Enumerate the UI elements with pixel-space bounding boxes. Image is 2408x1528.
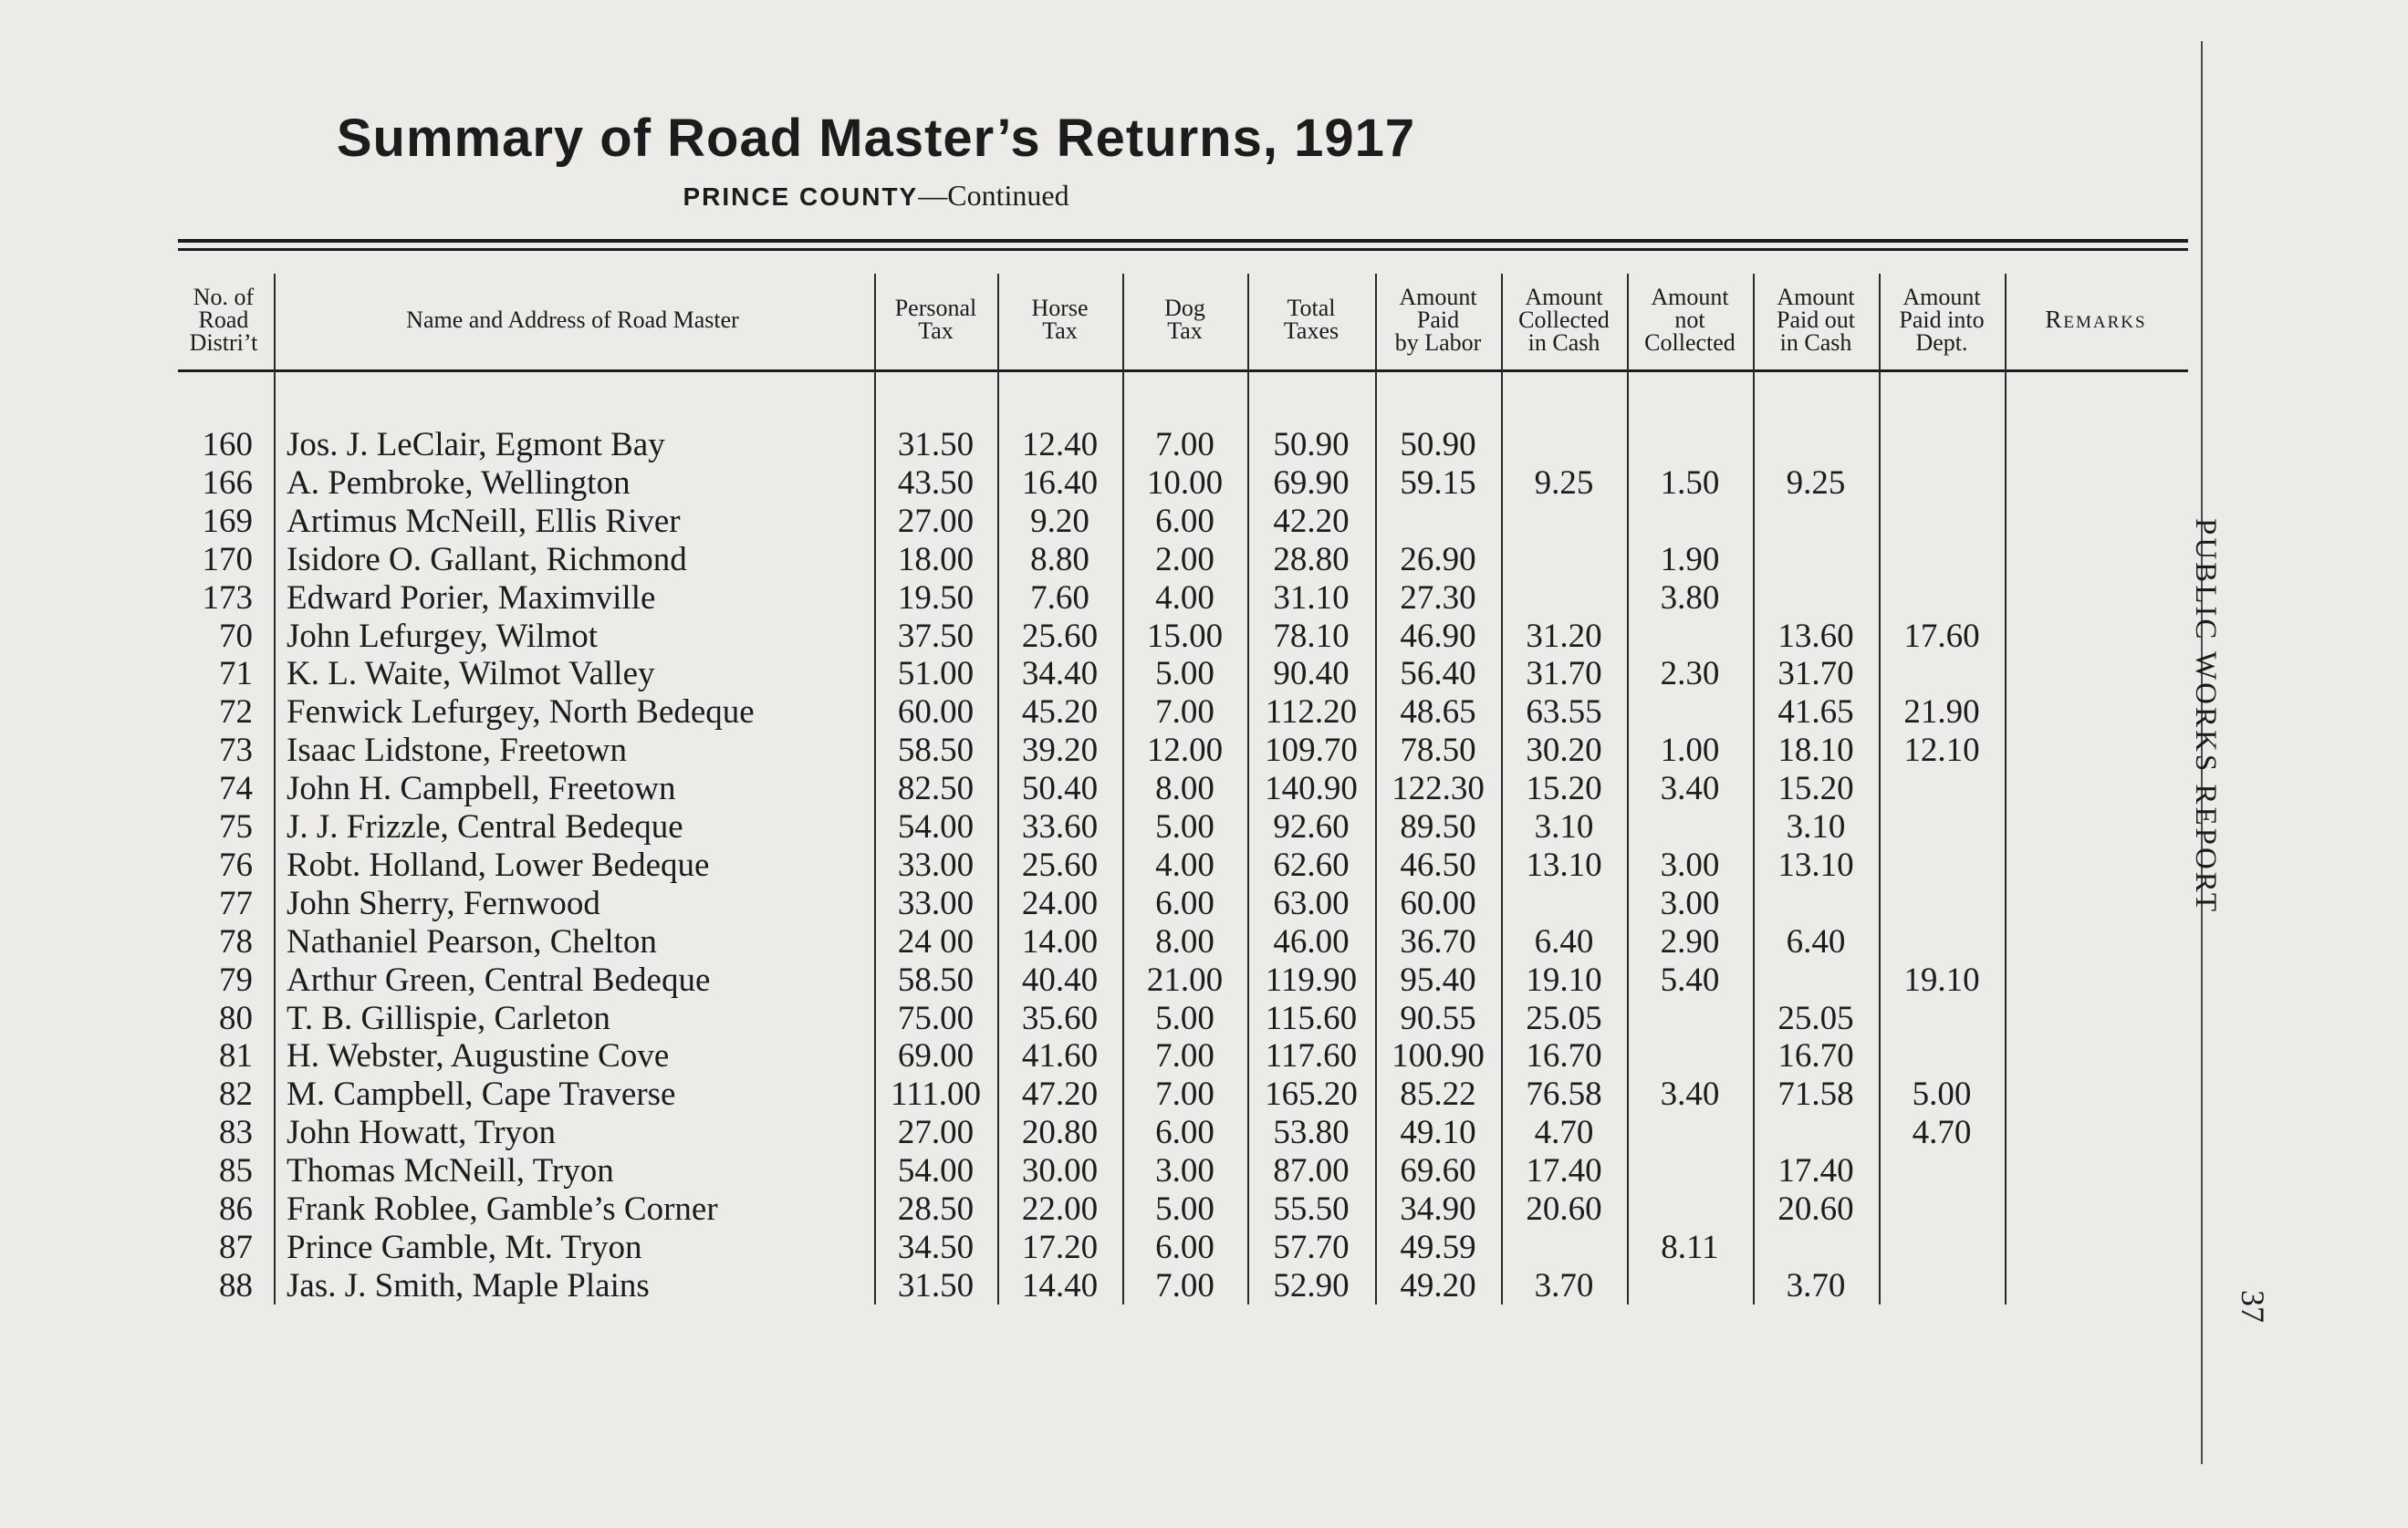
cell-personal: 75.00	[897, 999, 975, 1037]
cell-horse: 30.00	[1021, 1152, 1099, 1190]
header-rule	[178, 369, 2188, 372]
cell-personal: 111.00	[890, 1076, 981, 1114]
cell-paidout: 3.10	[1786, 808, 1846, 846]
cell-dept: 17.60	[1903, 617, 1980, 655]
cell-horse: 16.40	[1021, 463, 1099, 502]
cell-personal: 51.00	[897, 655, 975, 693]
cell-collected: 3.10	[1534, 808, 1594, 846]
cell-horse: 47.20	[1021, 1076, 1099, 1114]
cell-labor: 50.90	[1400, 426, 1476, 463]
cell-total: 57.70	[1273, 1228, 1350, 1266]
cell-notcollected: 8.11	[1661, 1228, 1719, 1266]
cell-dept: 19.10	[1903, 961, 1980, 999]
cell-district: 169	[202, 502, 253, 540]
cell-labor: 49.59	[1400, 1228, 1476, 1266]
cell-paidout: 71.58	[1777, 1076, 1854, 1114]
cell-horse: 24.00	[1021, 884, 1099, 922]
cell-dept: 21.90	[1903, 693, 1980, 732]
header-district: No. of Road Distri’t	[189, 283, 258, 356]
cell-name: Artimus McNeill, Ellis River	[287, 502, 681, 540]
header-notcollected: Amount not Collected	[1644, 283, 1736, 356]
cell-personal: 60.00	[897, 693, 975, 732]
cell-dog: 5.00	[1155, 808, 1214, 846]
cell-horse: 34.40	[1021, 655, 1099, 693]
cell-personal: 27.00	[897, 1114, 975, 1152]
cell-horse: 41.60	[1021, 1037, 1099, 1076]
cell-district: 80	[219, 999, 253, 1037]
header-dog: Dog Tax	[1164, 295, 1205, 344]
cell-dog: 7.00	[1155, 693, 1214, 732]
cell-personal: 58.50	[897, 732, 975, 770]
cell-collected: 4.70	[1534, 1114, 1594, 1152]
side-title: PUBLIC WORKS REPORT	[2189, 518, 2222, 914]
cell-collected: 31.70	[1526, 655, 1602, 693]
cell-total: 119.90	[1265, 961, 1358, 999]
cell-total: 42.20	[1273, 502, 1350, 540]
cell-total: 50.90	[1273, 426, 1350, 463]
cell-collected: 15.20	[1526, 770, 1602, 808]
cell-district: 166	[202, 463, 253, 502]
cell-labor: 95.40	[1400, 961, 1476, 999]
cell-district: 173	[202, 578, 253, 617]
cell-personal: 43.50	[897, 463, 975, 502]
cell-personal: 27.00	[897, 502, 975, 540]
cell-paidout: 16.70	[1777, 1037, 1854, 1076]
cell-personal: 37.50	[897, 617, 975, 655]
cell-collected: 20.60	[1526, 1190, 1602, 1228]
cell-personal: 58.50	[897, 961, 975, 999]
cell-personal: 82.50	[897, 770, 975, 808]
cell-horse: 35.60	[1021, 999, 1099, 1037]
cell-labor: 60.00	[1400, 884, 1476, 922]
cell-name: Frank Roblee, Gamble’s Corner	[287, 1190, 718, 1228]
header-collected: Amount Collected in Cash	[1518, 283, 1610, 356]
cell-personal: 54.00	[897, 808, 975, 846]
subtitle-suffix: —Continued	[918, 179, 1069, 212]
cell-district: 78	[219, 922, 253, 961]
cell-personal: 19.50	[897, 578, 975, 617]
cell-total: 55.50	[1273, 1190, 1350, 1228]
cell-name: Fenwick Lefurgey, North Bedeque	[287, 693, 755, 732]
cell-personal: 33.00	[897, 884, 975, 922]
header-name: Name and Address of Road Master	[406, 306, 739, 333]
cell-dept: 5.00	[1912, 1076, 1972, 1114]
cell-collected: 17.40	[1526, 1152, 1602, 1190]
page-title: Summary of Road Master’s Returns, 1917	[336, 109, 1416, 168]
cell-dog: 12.00	[1146, 732, 1224, 770]
cell-total: 69.90	[1273, 463, 1350, 502]
cell-district: 70	[219, 617, 253, 655]
cell-horse: 40.40	[1021, 961, 1099, 999]
cell-paidout: 31.70	[1777, 655, 1854, 693]
cell-dog: 6.00	[1155, 1228, 1214, 1266]
cell-name: Jas. J. Smith, Maple Plains	[287, 1266, 650, 1305]
cell-dog: 21.00	[1146, 961, 1224, 999]
cell-dog: 4.00	[1155, 846, 1214, 884]
cell-district: 170	[202, 540, 253, 578]
cell-personal: 31.50	[897, 426, 975, 463]
cell-notcollected: 1.00	[1660, 732, 1720, 770]
cell-personal: 28.50	[897, 1190, 975, 1228]
cell-collected: 9.25	[1534, 463, 1594, 502]
cell-district: 74	[219, 770, 253, 808]
cell-paidout: 9.25	[1786, 463, 1846, 502]
cell-dog: 7.00	[1155, 426, 1214, 463]
cell-personal: 34.50	[897, 1228, 975, 1266]
cell-labor: 49.10	[1400, 1114, 1476, 1152]
cell-paidout: 13.60	[1777, 617, 1854, 655]
cell-dept: 12.10	[1903, 732, 1980, 770]
cell-collected: 3.70	[1534, 1266, 1594, 1305]
cell-dog: 7.00	[1155, 1266, 1214, 1305]
cell-labor: 100.90	[1392, 1037, 1485, 1076]
cell-labor: 26.90	[1400, 540, 1476, 578]
cell-paidout: 20.60	[1777, 1190, 1854, 1228]
cell-district: 77	[219, 884, 253, 922]
cell-notcollected: 2.30	[1660, 655, 1720, 693]
cell-dog: 6.00	[1155, 884, 1214, 922]
cell-name: John Sherry, Fernwood	[287, 884, 600, 922]
cell-labor: 56.40	[1400, 655, 1476, 693]
header-labor: Amount Paid by Labor	[1394, 283, 1482, 356]
cell-labor: 69.60	[1400, 1152, 1476, 1190]
cell-name: Jos. J. LeClair, Egmont Bay	[287, 426, 665, 463]
cell-labor: 85.22	[1400, 1076, 1476, 1114]
cell-name: John H. Campbell, Freetown	[287, 770, 676, 808]
cell-labor: 46.50	[1400, 846, 1476, 884]
cell-notcollected: 3.40	[1660, 770, 1720, 808]
header-horse: Horse Tax	[1031, 295, 1089, 344]
cell-name: H. Webster, Augustine Cove	[287, 1037, 670, 1076]
cell-labor: 27.30	[1400, 578, 1476, 617]
cell-name: Edward Porier, Maximville	[287, 578, 656, 617]
cell-horse: 14.00	[1021, 922, 1099, 961]
cell-district: 87	[219, 1228, 253, 1266]
cell-total: 90.40	[1273, 655, 1350, 693]
cell-name: Arthur Green, Central Bedeque	[287, 961, 711, 999]
cell-total: 62.60	[1273, 846, 1350, 884]
cell-total: 63.00	[1273, 884, 1350, 922]
cell-personal: 54.00	[897, 1152, 975, 1190]
cell-personal: 33.00	[897, 846, 975, 884]
column-rule	[2005, 274, 2007, 1305]
cell-name: John Lefurgey, Wilmot	[287, 617, 599, 655]
cell-name: A. Pembroke, Wellington	[287, 463, 631, 502]
cell-total: 112.20	[1265, 693, 1358, 732]
cell-labor: 59.15	[1400, 463, 1476, 502]
cell-notcollected: 1.90	[1660, 540, 1720, 578]
cell-total: 92.60	[1273, 808, 1350, 846]
cell-dog: 5.00	[1155, 1190, 1214, 1228]
cell-horse: 14.40	[1021, 1266, 1099, 1305]
cell-paidout: 13.10	[1777, 846, 1854, 884]
cell-horse: 17.20	[1021, 1228, 1099, 1266]
cell-personal: 24 00	[897, 922, 975, 961]
cell-name: Isaac Lidstone, Freetown	[287, 732, 627, 770]
cell-labor: 122.30	[1392, 770, 1485, 808]
cell-paidout: 25.05	[1777, 999, 1854, 1037]
cell-name: K. L. Waite, Wilmot Valley	[287, 655, 655, 693]
cell-name: Isidore O. Gallant, Richmond	[287, 540, 687, 578]
cell-horse: 7.60	[1030, 578, 1089, 617]
cell-labor: 34.90	[1400, 1190, 1476, 1228]
cell-name: J. J. Frizzle, Central Bedeque	[287, 808, 683, 846]
page-number: 37	[2235, 1290, 2271, 1323]
cell-personal: 18.00	[897, 540, 975, 578]
cell-horse: 39.20	[1021, 732, 1099, 770]
cell-dog: 7.00	[1155, 1037, 1214, 1076]
cell-total: 115.60	[1265, 999, 1358, 1037]
cell-collected: 30.20	[1526, 732, 1602, 770]
cell-labor: 90.55	[1400, 999, 1476, 1037]
cell-notcollected: 1.50	[1660, 463, 1720, 502]
cell-dog: 6.00	[1155, 1114, 1214, 1152]
cell-dog: 5.00	[1155, 999, 1214, 1037]
cell-collected: 13.10	[1526, 846, 1602, 884]
cell-district: 83	[219, 1114, 253, 1152]
cell-labor: 48.65	[1400, 693, 1476, 732]
cell-dog: 2.00	[1155, 540, 1214, 578]
cell-horse: 45.20	[1021, 693, 1099, 732]
cell-collected: 19.10	[1526, 961, 1602, 999]
cell-district: 86	[219, 1190, 253, 1228]
cell-total: 117.60	[1265, 1037, 1358, 1076]
cell-paidout: 18.10	[1777, 732, 1854, 770]
cell-notcollected: 3.00	[1660, 846, 1720, 884]
cell-labor: 36.70	[1400, 922, 1476, 961]
column-rule	[274, 274, 276, 1305]
cell-paidout: 41.65	[1777, 693, 1854, 732]
cell-district: 72	[219, 693, 253, 732]
cell-dog: 5.00	[1155, 655, 1214, 693]
cell-district: 85	[219, 1152, 253, 1190]
cell-total: 140.90	[1265, 770, 1358, 808]
cell-labor: 89.50	[1400, 808, 1476, 846]
cell-district: 75	[219, 808, 253, 846]
top-rule-inner	[178, 248, 2188, 251]
cell-labor: 49.20	[1400, 1266, 1476, 1305]
cell-personal: 31.50	[897, 1266, 975, 1305]
header-remarks: Remarks	[2045, 305, 2147, 333]
cell-horse: 12.40	[1021, 426, 1099, 463]
header-total: Total Taxes	[1283, 295, 1340, 344]
cell-total: 52.90	[1273, 1266, 1350, 1305]
cell-horse: 8.80	[1030, 540, 1089, 578]
cell-total: 78.10	[1273, 617, 1350, 655]
cell-collected: 76.58	[1526, 1076, 1602, 1114]
cell-total: 87.00	[1273, 1152, 1350, 1190]
cell-dog: 15.00	[1146, 617, 1224, 655]
cell-total: 31.10	[1273, 578, 1350, 617]
cell-paidout: 15.20	[1777, 770, 1854, 808]
cell-horse: 20.80	[1021, 1114, 1099, 1152]
cell-horse: 33.60	[1021, 808, 1099, 846]
cell-paidout: 17.40	[1777, 1152, 1854, 1190]
cell-horse: 25.60	[1021, 846, 1099, 884]
cell-dog: 7.00	[1155, 1076, 1214, 1114]
cell-dog: 8.00	[1155, 922, 1214, 961]
top-rule	[178, 239, 2188, 243]
county-name: PRINCE COUNTY	[683, 182, 919, 211]
cell-notcollected: 3.40	[1660, 1076, 1720, 1114]
cell-notcollected: 3.00	[1660, 884, 1720, 922]
cell-collected: 31.20	[1526, 617, 1602, 655]
page-subtitle	[182, 179, 1569, 213]
cell-dog: 8.00	[1155, 770, 1214, 808]
cell-personal: 69.00	[897, 1037, 975, 1076]
cell-district: 73	[219, 732, 253, 770]
cell-district: 160	[202, 426, 253, 463]
header-dept: Amount Paid into Dept.	[1899, 283, 1985, 356]
cell-paidout: 6.40	[1786, 922, 1846, 961]
cell-notcollected: 2.90	[1660, 922, 1720, 961]
cell-total: 46.00	[1273, 922, 1350, 961]
cell-dog: 6.00	[1155, 502, 1214, 540]
cell-collected: 16.70	[1526, 1037, 1602, 1076]
cell-district: 82	[219, 1076, 253, 1114]
cell-collected: 25.05	[1526, 999, 1602, 1037]
cell-notcollected: 5.40	[1660, 961, 1720, 999]
cell-total: 165.20	[1265, 1076, 1358, 1114]
cell-name: John Howatt, Tryon	[287, 1114, 557, 1152]
cell-total: 28.80	[1273, 540, 1350, 578]
cell-name: M. Campbell, Cape Traverse	[287, 1076, 676, 1114]
cell-district: 79	[219, 961, 253, 999]
cell-dog: 4.00	[1155, 578, 1214, 617]
cell-notcollected: 3.80	[1660, 578, 1720, 617]
cell-total: 109.70	[1265, 732, 1358, 770]
cell-name: Prince Gamble, Mt. Tryon	[287, 1228, 642, 1266]
cell-horse: 9.20	[1030, 502, 1089, 540]
cell-horse: 50.40	[1021, 770, 1099, 808]
header-personal: Personal Tax	[894, 295, 977, 344]
cell-name: Nathaniel Pearson, Chelton	[287, 922, 657, 961]
cell-total: 53.80	[1273, 1114, 1350, 1152]
cell-dept: 4.70	[1912, 1114, 1972, 1152]
cell-dog: 3.00	[1155, 1152, 1214, 1190]
cell-name: Robt. Holland, Lower Bedeque	[287, 846, 710, 884]
cell-district: 76	[219, 846, 253, 884]
cell-paidout: 3.70	[1786, 1266, 1846, 1305]
header-paidout: Amount Paid out in Cash	[1777, 283, 1855, 356]
cell-labor: 78.50	[1400, 732, 1476, 770]
cell-name: Thomas McNeill, Tryon	[287, 1152, 614, 1190]
cell-labor: 46.90	[1400, 617, 1476, 655]
cell-collected: 6.40	[1534, 922, 1594, 961]
cell-horse: 25.60	[1021, 617, 1099, 655]
cell-dog: 10.00	[1146, 463, 1224, 502]
cell-district: 81	[219, 1037, 253, 1076]
cell-horse: 22.00	[1021, 1190, 1099, 1228]
cell-district: 71	[219, 655, 253, 693]
cell-collected: 63.55	[1526, 693, 1602, 732]
cell-name: T. B. Gillispie, Carleton	[287, 999, 610, 1037]
cell-district: 88	[219, 1266, 253, 1305]
